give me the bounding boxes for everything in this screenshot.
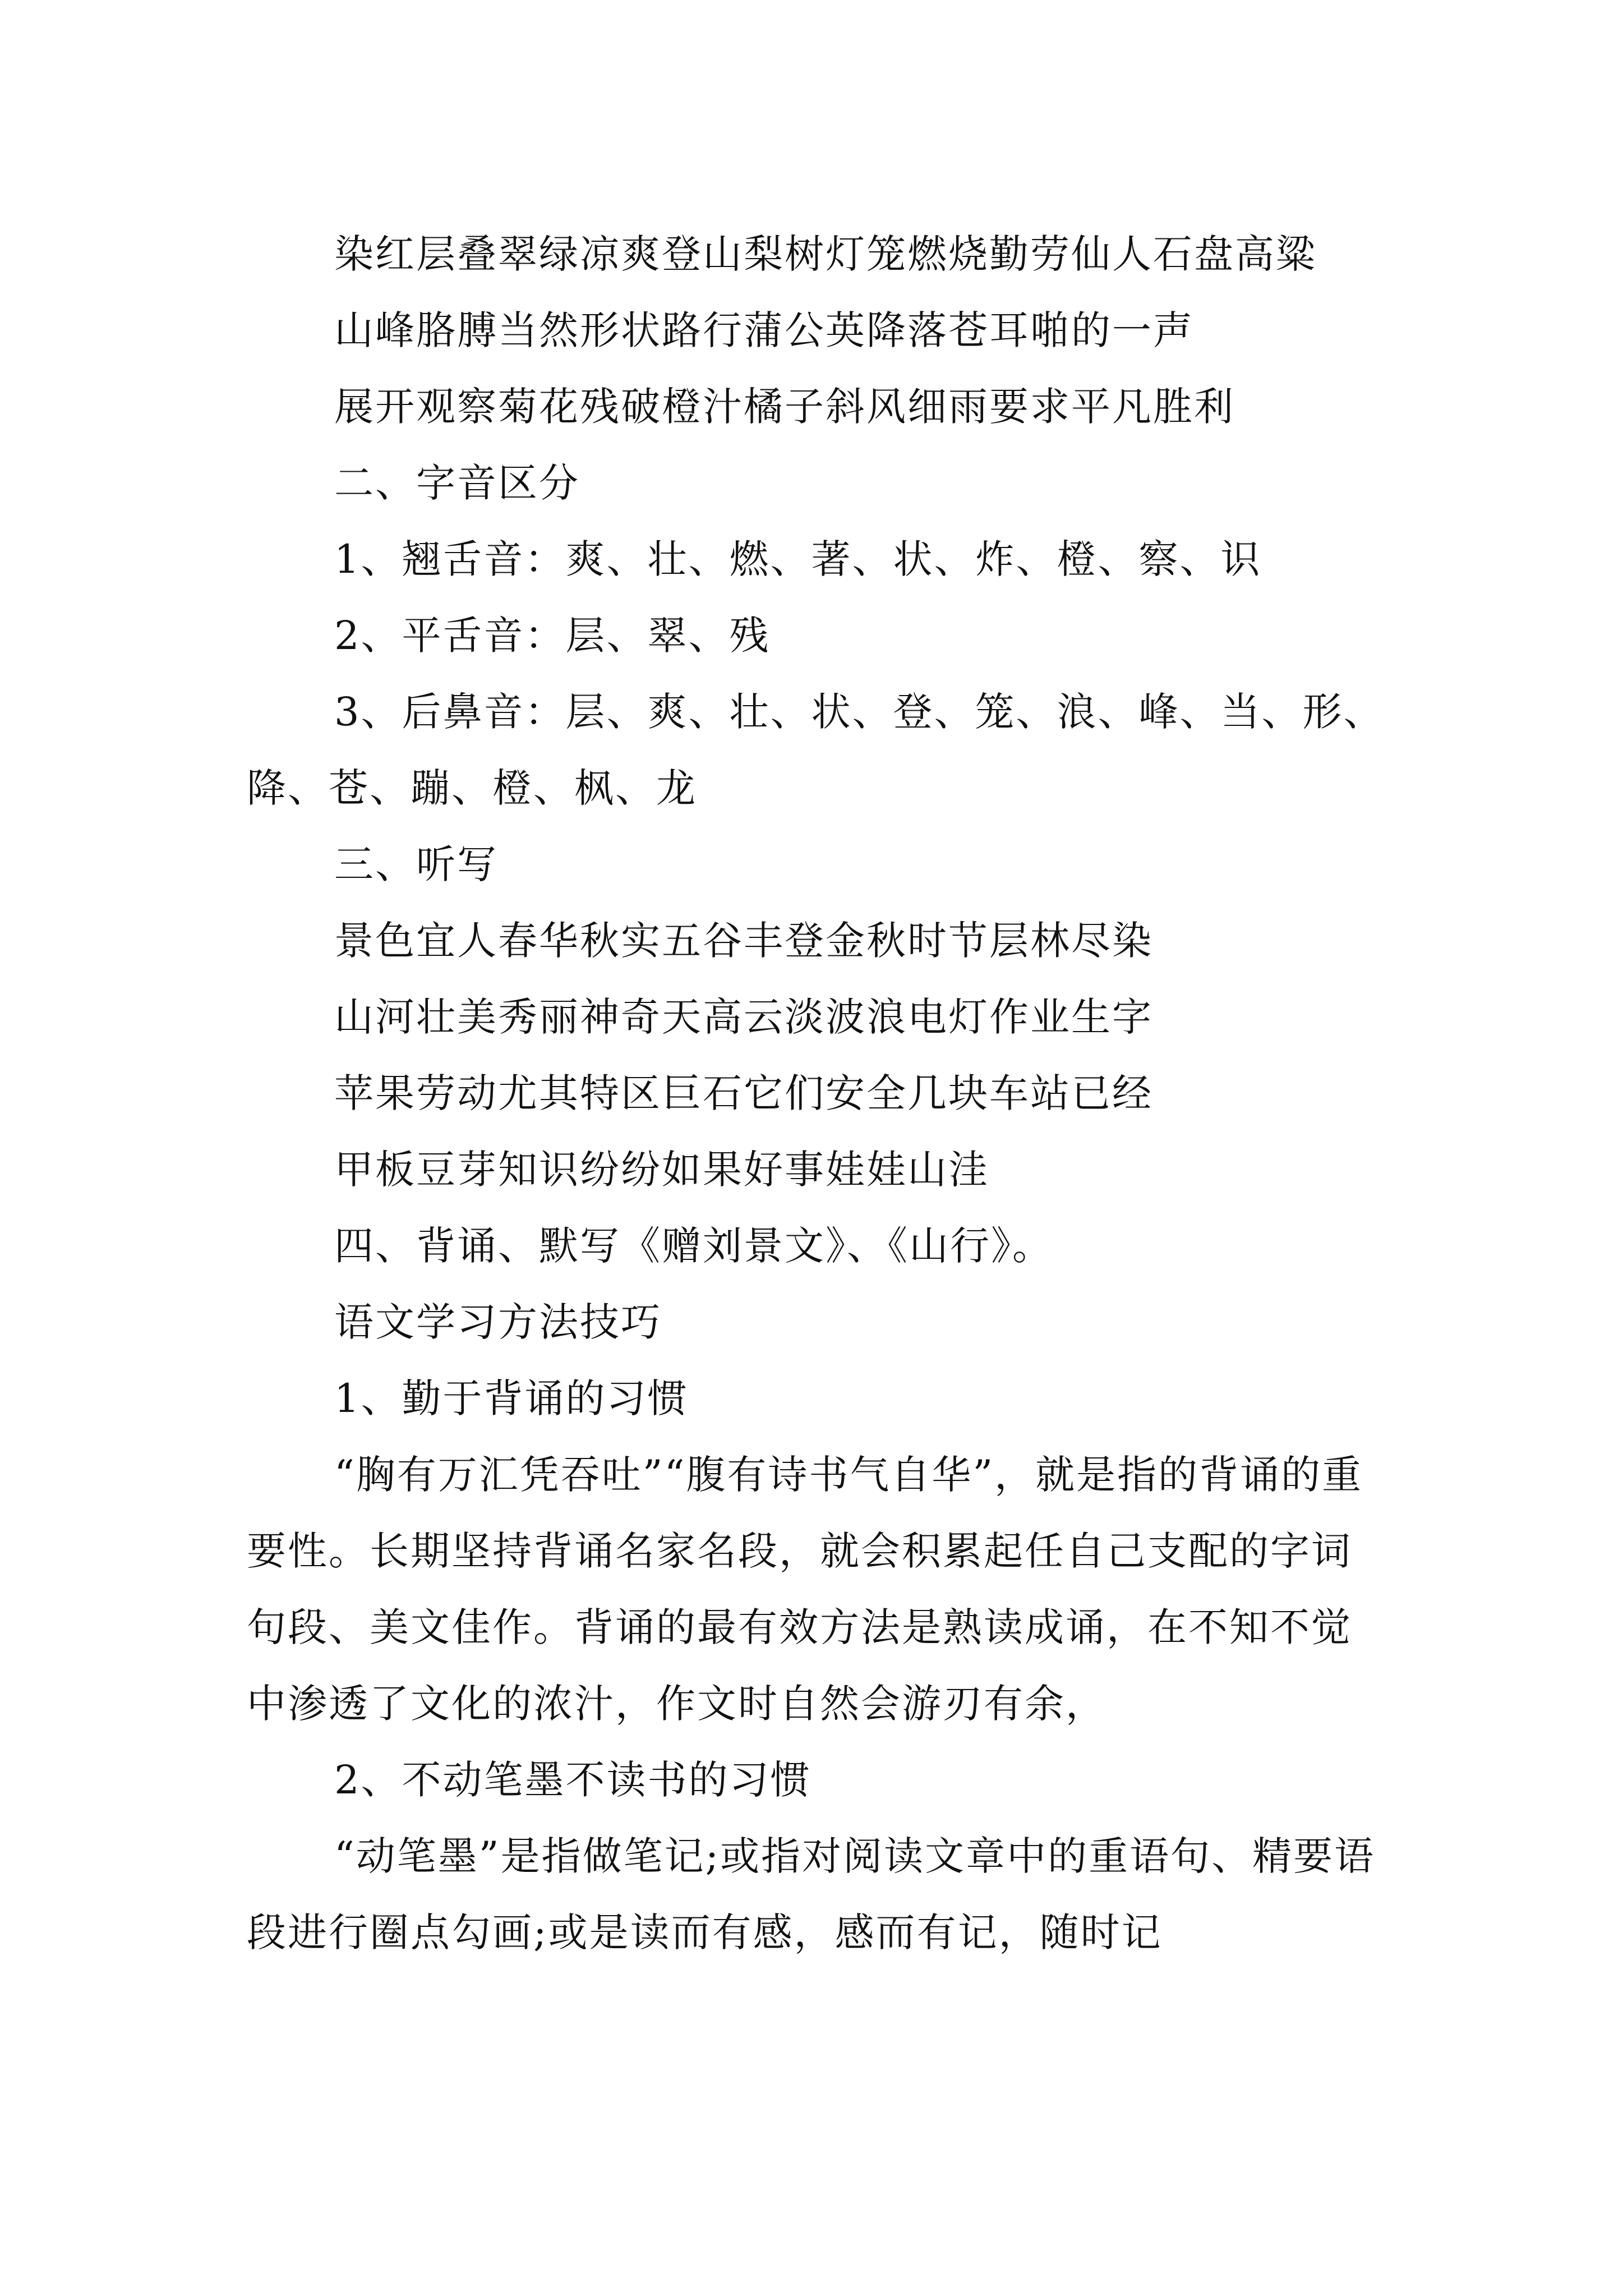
tip-body-recitation-habit: “胸有万汇凭吞吐”“腹有诗书气自华”，就是指的背诵的重要性。长期坚持背诵名家名段，就会积累起任自己支配的字词句段、美文佳作。背诵的最有效方法是熟读成诵，在不知不觉中渗透了文化的浓汁，作文时自然会游刃有余， bbox=[247, 1452, 1363, 1727]
tip-heading-recitation-habit: 1、勤于背诵的习惯 bbox=[334, 1375, 689, 1421]
retroflex-sounds-line: 1、翘舌音：爽、壮、燃、著、状、炸、橙、察、识 bbox=[334, 536, 1262, 582]
vocab-line-1: 染红层叠翠绿凉爽登山梨树灯笼燃烧勤劳仙人石盘高粱 bbox=[334, 231, 1317, 277]
dictation-line-3: 苹果劳动尤其特区巨石它们安全几块车站已经 bbox=[334, 1070, 1153, 1116]
section-heading-pronunciation: 二、字音区分 bbox=[334, 460, 580, 506]
tip-body-note-taking-habit: “动笔墨”是指做笔记;或指对阅读文章中的重语句、精要语段进行圈点勾画;或是读而有感，感而有记，随时记 bbox=[247, 1833, 1376, 1955]
tip-heading-note-taking-habit: 2、不动笔墨不读书的习惯 bbox=[334, 1757, 811, 1803]
vocab-line-3: 展开观察菊花残破橙汁橘子斜风细雨要求平凡胜利 bbox=[334, 384, 1235, 430]
document-body bbox=[247, 216, 1385, 1971]
flat-tongue-sounds-line: 2、平舌音：层、翠、残 bbox=[334, 613, 771, 659]
section-heading-dictation: 三、听写 bbox=[334, 841, 498, 887]
section-heading-study-tips: 语文学习方法技巧 bbox=[334, 1299, 662, 1345]
dictation-line-1: 景色宜人春华秋实五谷丰登金秋时节层林尽染 bbox=[334, 918, 1153, 964]
section-heading-recitation: 四、背诵、默写《赠刘景文》、《山行》。 bbox=[334, 1223, 1053, 1269]
dictation-line-2: 山河壮美秀丽神奇天高云淡波浪电灯作业生字 bbox=[334, 994, 1153, 1040]
vocab-line-2: 山峰胳膊当然形状路行蒲公英降落苍耳啪的一声 bbox=[334, 307, 1194, 353]
back-nasal-sounds-line: 3、后鼻音：层、爽、壮、状、登、笼、浪、峰、当、形、降、苍、蹦、橙、枫、龙 bbox=[247, 689, 1385, 811]
dictation-line-4: 甲板豆芽知识纷纷如果好事娃娃山洼 bbox=[334, 1147, 989, 1193]
